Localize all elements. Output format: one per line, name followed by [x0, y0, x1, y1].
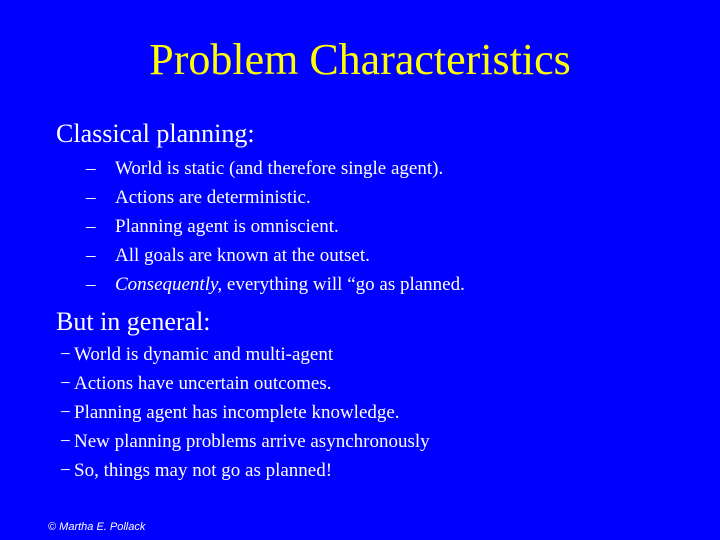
item-text: Actions have uncertain outcomes.: [74, 373, 332, 394]
list-item: [60, 427, 430, 456]
bullet-dash: −: [60, 402, 71, 423]
bullet-dash: −: [60, 344, 71, 365]
bullet-dash: –: [86, 187, 96, 208]
section-heading-classical: Classical planning:: [56, 119, 255, 148]
item-text: Planning agent has incomplete knowledge.: [74, 402, 400, 423]
copyright-footer: © Martha E. Pollack: [48, 521, 146, 533]
bullet-dash: −: [60, 431, 71, 452]
item-text: New planning problems arrive asynchronously: [74, 431, 430, 452]
item-text: So, things may not go as planned!: [74, 460, 333, 481]
item-emphasis: Consequently,: [115, 274, 223, 295]
slide-title: Problem Characteristics: [149, 35, 571, 84]
bullet-dash: −: [60, 373, 71, 394]
list-item: [60, 398, 430, 427]
bullet-dash: –: [86, 245, 96, 266]
bullet-dash: −: [60, 460, 71, 481]
bullet-dash: –: [86, 158, 96, 179]
item-text: Actions are deterministic.: [115, 187, 311, 208]
item-text: everything will “go as planned.: [222, 274, 465, 295]
section-heading-general: But in general:: [56, 307, 211, 336]
list-item: [60, 456, 430, 485]
list-item: [60, 340, 430, 369]
item-text: World is static (and therefore single agent).: [115, 158, 444, 179]
item-text: All goals are known at the outset.: [115, 245, 370, 266]
list-item: [60, 369, 430, 398]
bullet-dash: –: [86, 216, 96, 237]
bullet-dash: –: [86, 274, 96, 295]
item-text: Planning agent is omniscient.: [115, 216, 339, 237]
item-text: World is dynamic and multi-agent: [74, 344, 334, 365]
general-planning-list: [60, 340, 430, 485]
